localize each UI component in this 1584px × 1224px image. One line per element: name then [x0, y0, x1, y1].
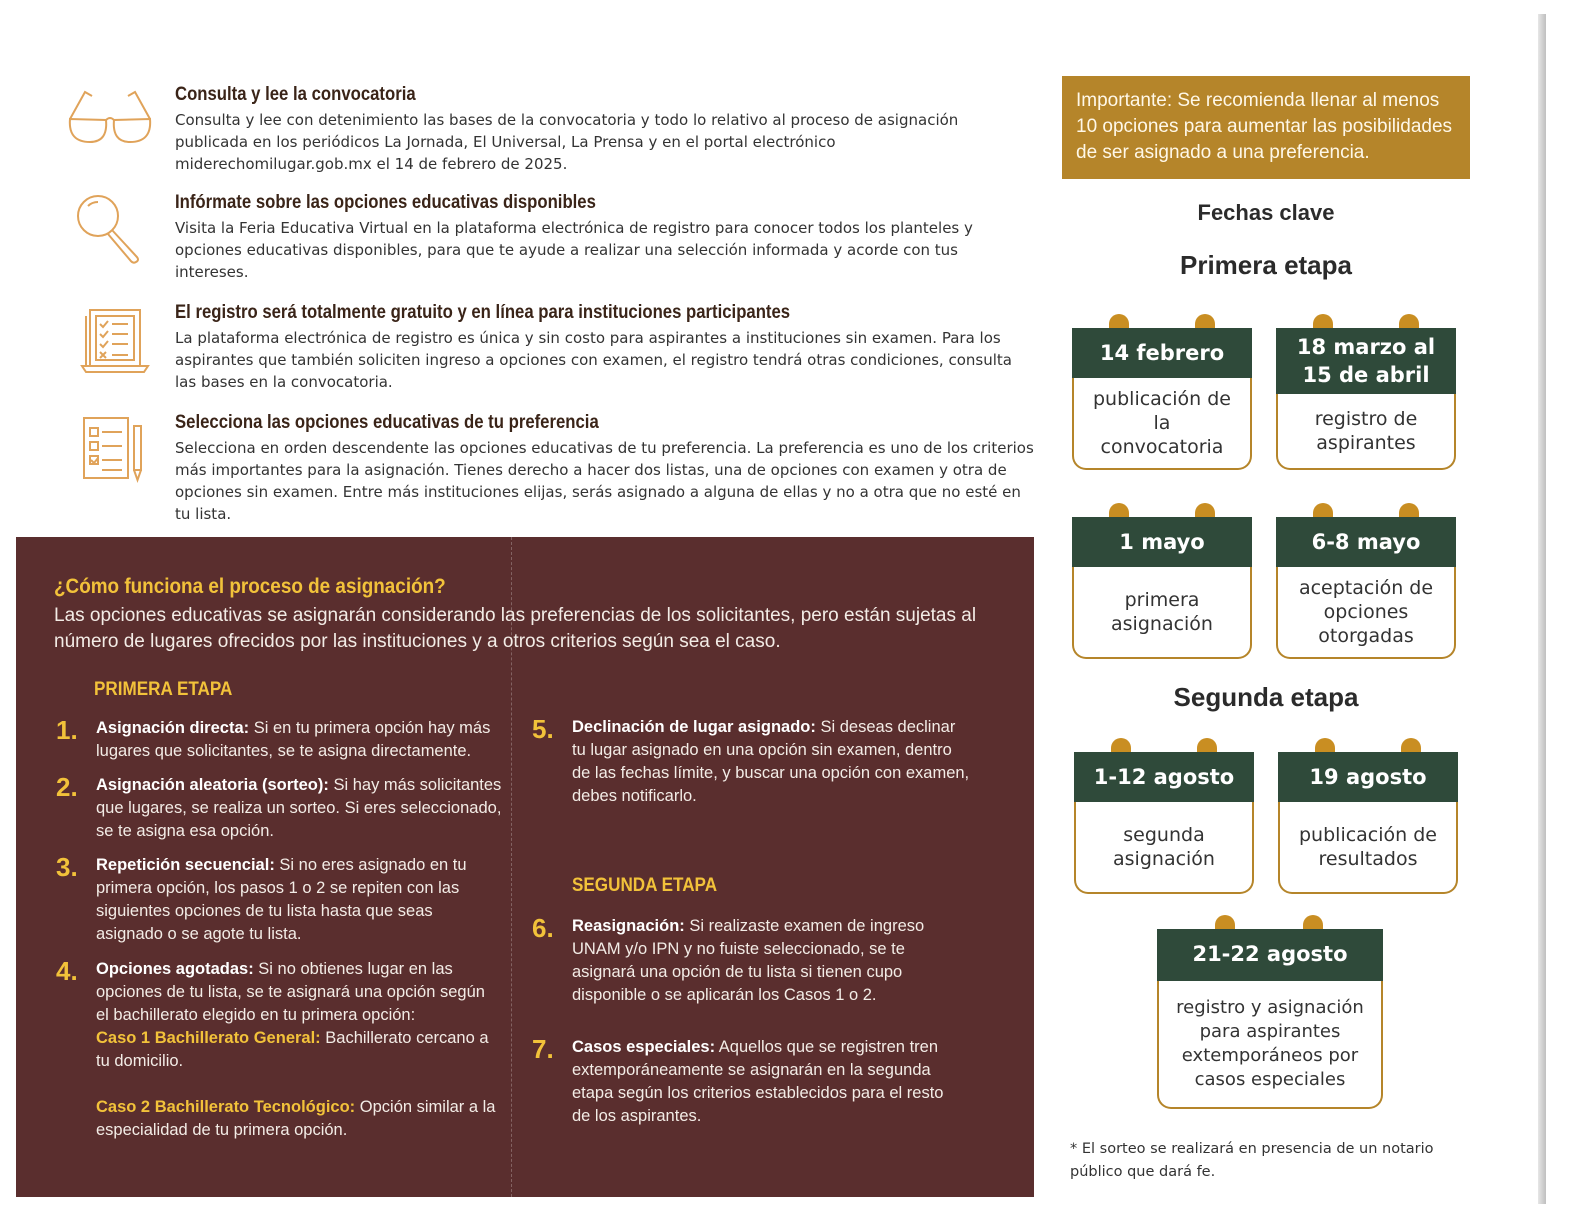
calendar-card [1276, 328, 1456, 470]
case-2-text: Opción similar a la especialidad de tu primera opción. [96, 1098, 496, 1139]
item-text: Si en tu primera opción hay más lugares que solicitantes, se te asigna directamente. [96, 719, 491, 760]
calendar-desc: aceptación de opciones otorgadas [1298, 577, 1434, 647]
magnifier-icon [60, 192, 160, 272]
item-label: Asignación directa: [96, 719, 250, 737]
item-number: 2. [56, 772, 78, 802]
calendar-date: 1-12 agosto [1074, 752, 1254, 802]
item-text: Si realizaste examen de ingreso UNAM y/o IPN y no fuiste seleccionado, se te asignará una opción de tu lista si tienen cupo disponible o se aplicarán los Casos 1 o 2. [572, 917, 925, 1004]
item-label: Asignación aleatoria (sorteo): [96, 776, 329, 794]
process-intro: Las opciones educativas se asignarán considerando las preferencias de los solicitantes, pero están sujetas al número de lugares ofrecidos por las instituciones y a otros criterios según sea el caso. [54, 605, 977, 652]
calendar-date: 6-8 mayo [1276, 517, 1456, 567]
process-title: ¿Cómo funciona el proceso de asignación? [54, 575, 446, 598]
step-title: Consulta y lee la convocatoria [175, 84, 416, 105]
item-number: 4. [56, 956, 78, 986]
step-title: Selecciona las opciones educativas de tu preferencia [175, 412, 599, 433]
assignment-process-panel [16, 537, 1034, 1197]
calendar-date: 14 febrero [1072, 328, 1252, 378]
case-1-label: Caso 1 Bachillerato General: [96, 1029, 321, 1047]
calendar-desc: primera asignación [1111, 589, 1213, 635]
calendar-desc: publicación de resultados [1299, 824, 1437, 870]
item-number: 6. [532, 913, 554, 943]
calendar-date: 21-22 agosto [1157, 929, 1383, 981]
calendar-desc: segunda asignación [1113, 824, 1215, 870]
calendar-desc: registro de aspirantes [1314, 408, 1418, 454]
calendar-date: 19 agosto [1278, 752, 1458, 802]
item-label: Opciones agotadas: [96, 960, 254, 978]
case-1-text: Bachillerato cercano a tu domicilio. [96, 1029, 489, 1070]
primera-etapa-title: PRIMERA ETAPA [94, 679, 233, 700]
item-number: 1. [56, 715, 78, 745]
fechas-clave-title: Fechas clave [1197, 200, 1335, 225]
importante-box: Importante: Se recomienda llenar al menos 10 opciones para aumentar las posibilidades de ser asignado a una preferencia. [1062, 76, 1470, 179]
footnote: * El sorteo se realizará en presencia de un notario público que dará fe. [1070, 1141, 1434, 1180]
calendar-desc: publicación de la convocatoria [1093, 388, 1231, 458]
step-text: La plataforma electrónica de registro es única y sin costo para aspirantes a instituciones sin examen. Para los aspirantes que también soliciten ingreso a opciones con examen, el registro tendrá otras condiciones, consulta las bases en la convocatoria. [175, 329, 1012, 391]
item-text: Si no eres asignado en tu primera opción, los pasos 1 o 2 se repiten con las siguientes opciones de tu lista hasta que seas asignado o se agote tu lista. [96, 856, 467, 943]
calendar-card [1276, 517, 1456, 659]
step-title: Infórmate sobre las opciones educativas disponibles [175, 192, 596, 213]
segunda-etapa-title: SEGUNDA ETAPA [572, 875, 718, 896]
item-text: Si hay más solicitantes que lugares, se realiza un sorteo. Si eres seleccionado, se te asigna esa opción. [96, 776, 502, 840]
item-text: Si no obtienes lugar en las opciones de tu lista, se te asignará una opción según el bachillerato elegido en tu primera opción: [96, 960, 485, 1024]
calendar-desc: registro y asignación para aspirantes extemporáneos por casos especiales [1176, 997, 1364, 1090]
form-pencil-icon [60, 412, 160, 492]
item-label: Repetición secuencial: [96, 856, 275, 874]
calendar-card-wide [1157, 929, 1383, 1109]
calendar-date: 18 marzo al 15 de abril [1276, 328, 1456, 394]
step-text: Consulta y lee con detenimiento las bases de la convocatoria y todo lo relativo al proceso de asignación publicada en los periódicos La Jornada, El Universal, La Prensa y en el portal electrónico miderechomilugar.gob.mx el 14 de febrero de 2025. [175, 111, 959, 173]
calendar-card [1072, 328, 1252, 470]
page-edge [1538, 14, 1546, 1204]
calendar-card [1074, 752, 1254, 894]
item-text: Aquellos que se registren tren extemporáneamente se asignarán en la segunda etapa según los criterios establecidos para el resto de los aspirantes. [572, 1038, 944, 1125]
item-label: Reasignación: [572, 917, 685, 935]
item-number: 3. [56, 852, 78, 882]
step-text: Selecciona en orden descendente las opciones educativas de tu preferencia. La preferencia es uno de los criterios más importantes para la asignación. Tienes derecho a hacer dos listas, una de opciones con examen y otra de opciones sin examen. Entre más instituciones elijas, serás asignado a alguna de ellas y no a otra que no esté en tu lista. [175, 439, 1034, 523]
step-text: Visita la Feria Educativa Virtual en la plataforma electrónica de registro para conocer todos los planteles y opciones educativas disponibles, para que te ayude a realizar una selección informada y acorde con tus intereses. [175, 219, 973, 281]
segunda-etapa-heading: Segunda etapa [1173, 682, 1359, 712]
case-2-label: Caso 2 Bachillerato Tecnológico: [96, 1098, 356, 1116]
item-number: 7. [532, 1034, 554, 1064]
primera-etapa-heading: Primera etapa [1180, 250, 1352, 280]
laptop-checklist-icon [60, 302, 160, 382]
calendar-card [1278, 752, 1458, 894]
calendar-card [1072, 517, 1252, 659]
item-text: Si deseas declinar tu lugar asignado en una opción sin examen, dentro de las fechas límite, y buscar una opción con examen, debes notificarlo. [572, 718, 970, 805]
calendar-date: 1 mayo [1072, 517, 1252, 567]
step-title: El registro será totalmente gratuito y en línea para instituciones participantes [175, 302, 791, 323]
item-label: Declinación de lugar asignado: [572, 718, 816, 736]
item-number: 5. [532, 714, 554, 744]
item-label: Casos especiales: [572, 1038, 716, 1056]
glasses-icon [60, 84, 160, 164]
